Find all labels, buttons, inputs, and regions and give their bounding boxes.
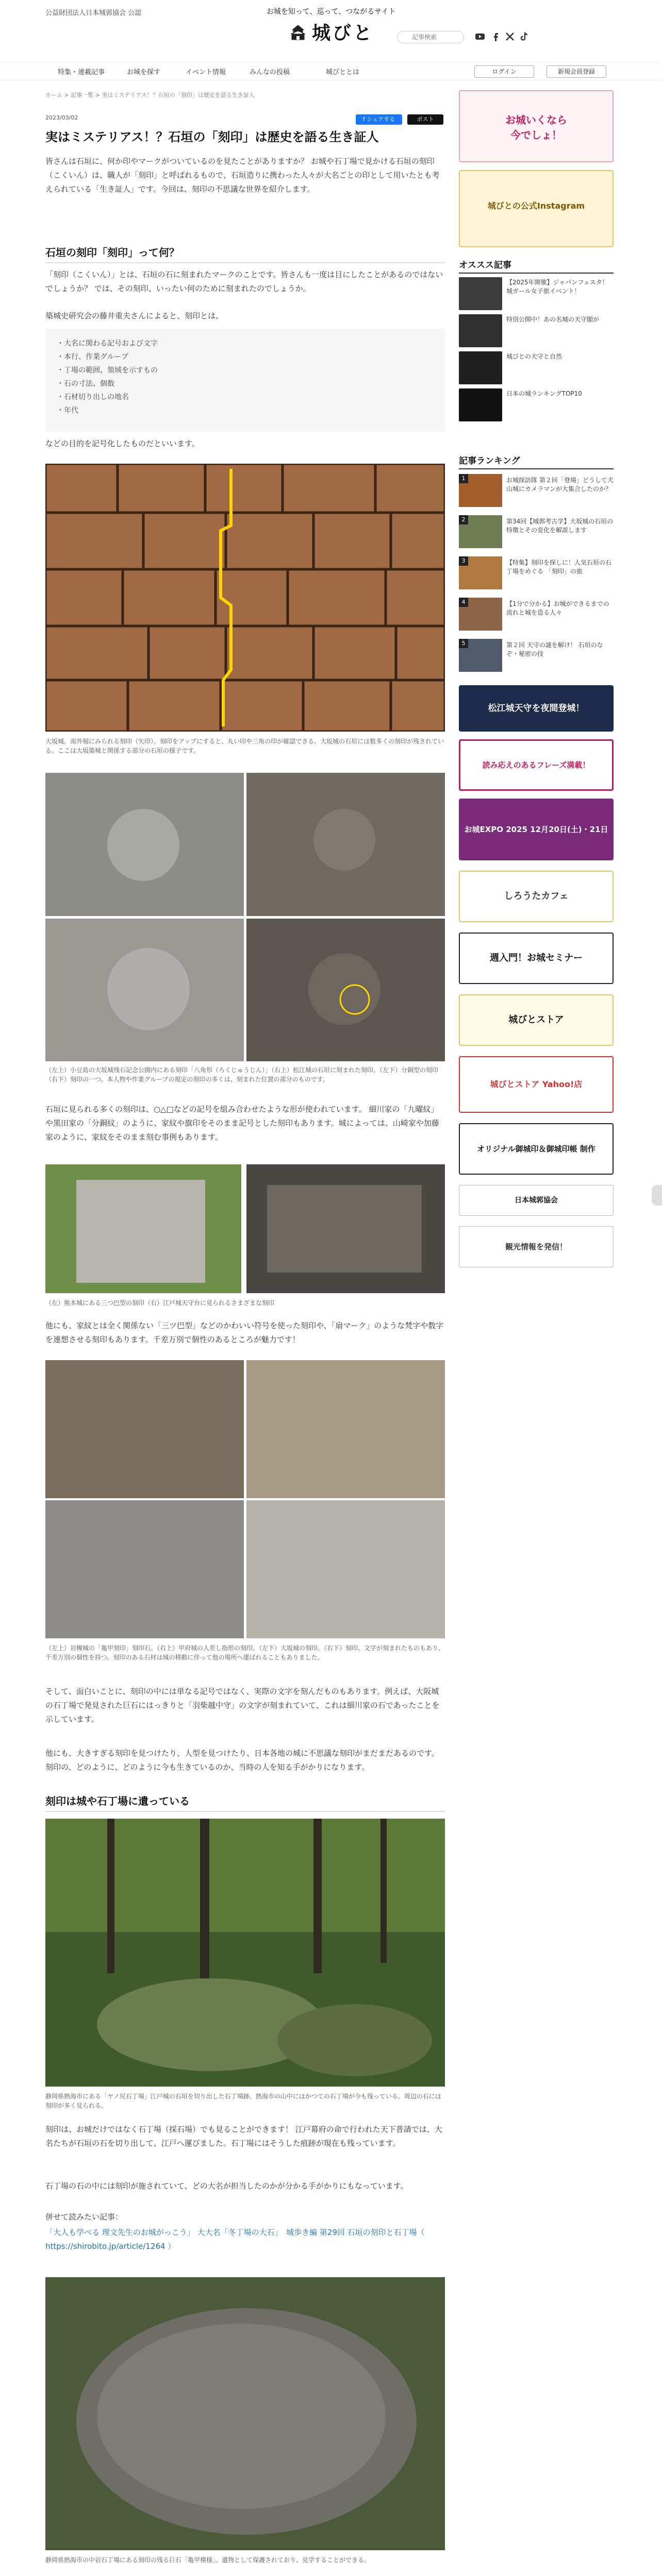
recommended-item[interactable] <box>459 277 614 313</box>
side-scroll-handle[interactable] <box>652 1185 662 1206</box>
sidebar-banner-instagram[interactable] <box>459 170 614 247</box>
recommended-title: 城びとの天守と自然 <box>506 353 562 360</box>
site-header <box>0 0 662 62</box>
tiktok-icon[interactable] <box>519 31 530 42</box>
recommended-item[interactable] <box>459 388 614 425</box>
caption-two: （左）熊本城にある三つ巴型の刻印（右）江戸城天守台に見られるさまざまな刻印 <box>45 1299 275 1307</box>
paragraph-sample: そして、面白いことに、刻印の中には単なる記号ではなく、実際の文字を刻んだものもあります。例えば、大阪城の石丁場で発見された巨石にはっきりと「羽柴越中守」の文字が刻まれていて、これは細川家の石であったことを示しています。 <box>45 1687 440 1724</box>
banner-cafe[interactable]: しろうたカフェ <box>459 871 614 922</box>
quote-item: ・丁場の範囲、領域を示すもの <box>57 366 158 375</box>
nav-posts[interactable]: みんなの投稿 <box>250 69 290 76</box>
photo-grid-marks-2 <box>45 1360 445 1638</box>
quote-item: ・本行、作業グループ <box>57 353 128 361</box>
paragraph-what: 「刻印（こくいん）」とは、石垣の石に刻まれたマークのことです。皆さんも一度は目にしたことがあるのではないでしょうか？ では、その刻印、いったい何のために刻まれたのでしょうか。 <box>45 270 443 293</box>
recommended-item[interactable] <box>459 351 614 387</box>
ranking-item[interactable] <box>459 639 614 677</box>
section-heading-ishichouba: 刻印は城や石丁場に遺っている <box>45 1793 445 1812</box>
banner-text: お城いくなら 今でしょ！ <box>505 114 567 141</box>
quote-box <box>45 329 445 432</box>
banner-seminar[interactable]: 週入門！お城セミナー <box>459 933 614 984</box>
caption-forest: 静岡県熱海市にある「ヤノ尻石丁場」江戸城の石垣を切り出した石丁場跡。熱海市の山中にはかつての石丁場が今も残っている。周辺の石には刻印が多く見られる。 <box>45 2093 441 2109</box>
ranking-item[interactable] <box>459 474 614 512</box>
nav-features[interactable]: 特集・連載記事 <box>58 69 105 76</box>
recommended-title: 日本の城ランキングTOP10 <box>506 390 582 397</box>
org-note: 公益財団法人日本城郭協会 公認 <box>45 9 142 17</box>
register-button[interactable]: 新規会員登録 <box>547 65 606 78</box>
quote-item: ・大名に関わる記号および文字 <box>57 340 158 348</box>
ranking-item[interactable] <box>459 598 614 636</box>
caption-grid-2: （左上）岩槻城の「亀甲刻印」刻印石。（右上）甲府城の人差し指形の刻印。（左下）大坂城の刻印。（右下）刻印。文字が刻まれたものもあり、千差万別の個性を持つ。刻印のある石材は城の移動に伴って他の場所へ運ばれることもありました。 <box>45 1645 445 1661</box>
thumbnail <box>459 314 502 347</box>
rank-number: 4 <box>459 598 468 607</box>
thumbnail <box>459 388 502 421</box>
caption-boulder: 静岡県熱海市の中岩石丁場にある刻印の残る巨石「亀甲模様」。遺物として保護されており、見学することができる。 <box>45 2556 371 2564</box>
quote-item: ・石の寸法、個数 <box>57 380 114 388</box>
sidebar-banner-oshiro[interactable] <box>459 90 614 162</box>
recommended-title: 特別公開中！あの名城の天守閣が <box>506 316 600 323</box>
ranking-item[interactable] <box>459 556 614 595</box>
main-nav <box>0 62 662 80</box>
ranking-item[interactable] <box>459 515 614 553</box>
x-icon[interactable] <box>504 31 516 42</box>
youtube-icon[interactable] <box>474 31 486 42</box>
banner-tourism[interactable]: 観光情報を発信！ <box>459 1226 614 1267</box>
paragraph-chouba-1: 刻印は、お城だけではなく石丁場（採石場）でも見ることができます！ 江戸幕府の命で行われた天下普請では、大名たちが石垣の石を切り出して、江戸へ運びました。石丁場にはそうした痕跡が現在も残っています。 <box>45 2125 442 2148</box>
paragraph-ref-label: 併せて読みたい記事： <box>45 2212 123 2222</box>
banner-store[interactable]: 城びとストア <box>459 994 614 1046</box>
facebook-share-button[interactable]: f シェアする <box>356 114 402 125</box>
photo-grid-marks <box>45 773 445 1061</box>
ranking-title: 【特集】刻印を探しに！人気石垣の石丁場をめぐる 「刻印」の旅 <box>506 559 612 575</box>
recommended-title: 【2025年開催】ジャパンフェスタ！城ガール女子旅イベント！ <box>506 279 608 295</box>
caption-stone-wall: 大坂城。南外堀にみられる刻印（矢印）。刻印をアップにすると、丸い印や三角の印が確認できる。大坂城の石垣には数多くの刻印が残されている。ここは大坂築城と関係する部分の石垣の様子です。 <box>45 738 444 754</box>
castle-icon <box>288 24 308 41</box>
rank-number: 3 <box>459 556 468 566</box>
recommended-item[interactable] <box>459 314 614 350</box>
banner-goshuin[interactable]: オリジナル御城印＆御城印帳 制作 <box>459 1123 614 1175</box>
quote-item: ・年代 <box>57 406 78 415</box>
quote-item: ・石材切り出しの地名 <box>57 393 129 401</box>
login-button[interactable]: ログイン <box>474 65 534 78</box>
banner-store-yahoo[interactable]: 城びとストア Yahoo!店 <box>459 1056 614 1113</box>
banner-phrase[interactable]: 読み応えのあるフレーズ満載！ <box>459 739 614 791</box>
caption-grid: （左上）小豆島の大坂城残石記念公園内にある刻印「八角形（ろくじゅうじん）」（右上）松江城の石垣に刻まれた刻印。（左下）分銅型の刻印 （右下）刻印の一つ。本人物や作業グループの規定の刻印の多くは、刻まれた位置の部分のものです。 <box>45 1066 439 1083</box>
tagline: お城を知って、巡って、つながるサイト <box>266 8 396 16</box>
paragraph-chouba-2: 石丁場の石の中には刻印が施されていて、どの大名が担当したのかが分かる手がかりにもなっています。 <box>45 2181 408 2191</box>
banner-matsue[interactable]: 松江城天守を夜間登城！ <box>459 685 614 732</box>
thumbnail <box>459 351 502 384</box>
recommended-heading: オススス記事 <box>459 258 614 274</box>
facebook-icon[interactable] <box>490 31 501 42</box>
article-intro: 皆さんは石垣に、何か印やマークがついているのを見たことがありますか？ お城や石丁場で見かける石垣の刻印（こくいん）は、職人が「刻印」と呼ばれるもので、石垣造りに携わった人々が大名ごとの印として用いたとも考えられている「生き証人」です。今回は、刻印の不思議な世界を紹介します。 <box>45 157 440 194</box>
search-input[interactable] <box>397 31 464 43</box>
ranking-title: 第２回 天守の謎を解け！ 石垣のなぞ・秘密の技 <box>506 641 603 657</box>
rank-number: 5 <box>459 639 468 648</box>
paragraph-other: 他にも、家紋とは全く関係ない「三ツ巴型」などのかわいい符号を使った刻印や、「扇マーク」のような梵字や数字を連想させる刻印もあります。千差万別で個性のあるところが魅力です！ <box>45 1321 444 1344</box>
ranking-title: お城探訪隊 第２回「登場」どうして犬山城にカメラマンが大集合したのか？ <box>506 477 614 493</box>
related-article-link[interactable]: 「大人も学べる 理文先生のお城がっこう」 大大名「冬丁場の大石」 城歩き編 第29回 石垣の刻印と石丁場（ https://shirobito.jp/article/1264 ） <box>45 2228 425 2251</box>
ranking-title: 【1分で分かる】お城ができるまでの流れと城を造る人々 <box>506 600 609 616</box>
thumbnail <box>459 277 502 310</box>
paragraph-quote-after: などの目的を記号化したものだといいます。 <box>45 439 200 448</box>
ranking-heading: 記事ランキング <box>459 453 614 469</box>
photo-two-marks <box>45 1164 445 1293</box>
article-title: 実はミステリアス！？石垣の「刻印」は歴史を語る生き証人 <box>45 130 379 144</box>
photo-forest-quarry <box>45 1819 445 2087</box>
banner-expo[interactable]: お城EXPO 2025 12月20日(土)・21日 <box>459 799 614 860</box>
banner-text: 城びとの公式Instagram <box>487 201 585 211</box>
nav-find-castle[interactable]: お城を探す <box>127 69 161 76</box>
breadcrumb[interactable]: ホーム > 記事一覧 > 実はミステリアス！？石垣の「刻印」は歴史を語る生き証人 <box>45 92 255 98</box>
photo-stone-wall-marks <box>45 464 445 732</box>
paragraph-expert: 築城史研究会の藤井重夫さんによると、刻印とは、 <box>45 311 224 320</box>
rank-number: 2 <box>459 515 468 524</box>
paragraph-other-2: 他にも、大きすぎる刻印を見つけたり、人型を見つけたり、日本各地の城に不思議な刻印がまだまだあるのです。刻印の、どのように、どのように今も生きているのか、当時の人を知る手がかりになります。 <box>45 1749 439 1772</box>
x-share-button[interactable]: ポスト <box>407 114 443 125</box>
paragraph-meaning: 石垣に見られる多くの刻印は、○△□などの記号を組み合わせたような形が使われています。 細川家の「九曜紋」や黒田家の「分銅紋」のように、家紋や旗印をそのまま記号とした刻印もあります。城によっては、山崎家や加藤家のように、家紋をそのまま刻む事例もあります。 <box>45 1105 439 1142</box>
site-logo[interactable] <box>0 19 662 45</box>
nav-events[interactable]: イベント情報 <box>186 69 226 76</box>
logo-text: 城びと <box>311 23 374 44</box>
ranking-title: 第34回【城郭考古学】大坂城の石垣の特徴とその変化を解説します <box>506 518 614 534</box>
photo-boulder-mark <box>45 2277 445 2550</box>
article-date: 2023/03/02 <box>45 114 78 121</box>
rank-number: 1 <box>459 474 468 483</box>
nav-about[interactable]: 城びととは <box>326 69 360 76</box>
section-heading-what: 石垣の刻印「刻印」って何？ <box>45 244 445 263</box>
banner-jcastle[interactable]: 日本城郭協会 <box>459 1185 614 1216</box>
